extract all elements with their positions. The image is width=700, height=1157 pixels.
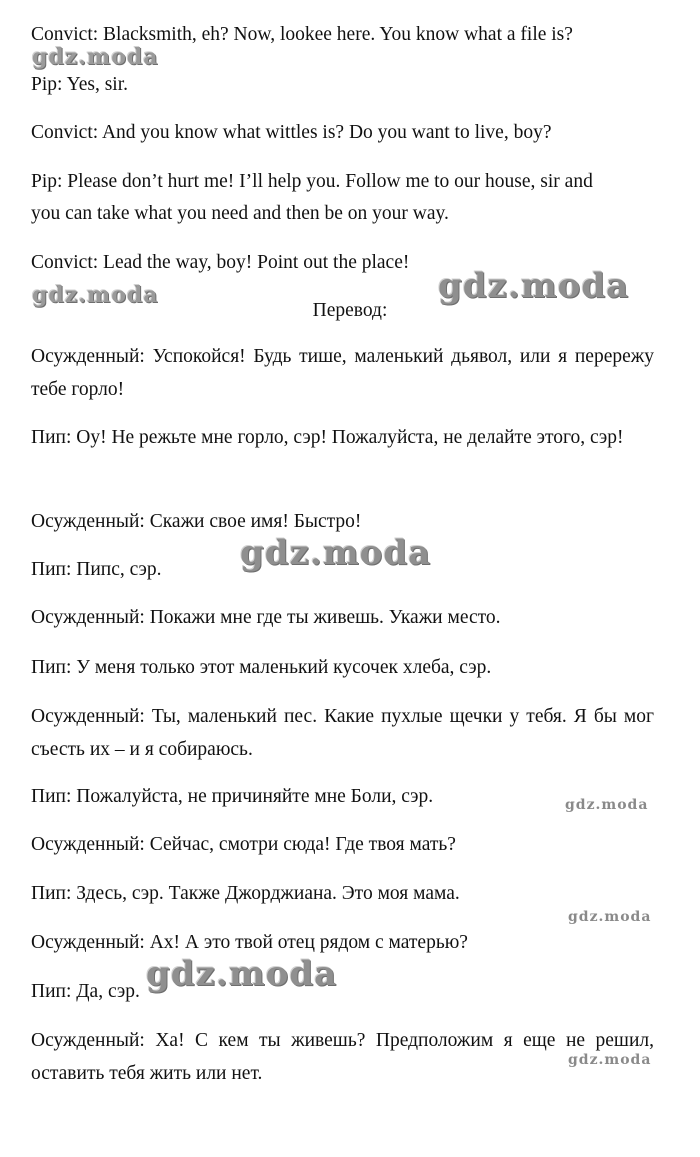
- watermark-logo: gdz.moda: [568, 1052, 652, 1068]
- russian-paragraph-7: Осужденный: Ты, маленький пес. Какие пухлые щечки у тебя. Я бы мог съесть их – и я собираюсь.: [31, 706, 654, 760]
- watermark-logo: gdz.moda: [32, 282, 159, 308]
- russian-paragraph-10: Пип: Здесь, сэр. Также Джорджиана. Это моя мама.: [31, 883, 460, 904]
- russian-paragraph-5: Осужденный: Покажи мне где ты живешь. Укажи место.: [31, 607, 501, 628]
- watermark-logo: gdz.moda: [438, 266, 630, 306]
- russian-paragraph-8: Пип: Пожалуйста, не причиняйте мне Боли, сэр.: [31, 786, 434, 807]
- watermark-logo: gdz.moda: [32, 44, 159, 70]
- russian-paragraph-2: Пип: Оу! Не режьте мне горло, сэр! Пожалуйста, не делайте этого, сэр!: [31, 427, 624, 448]
- translation-heading: Перевод:: [312, 300, 388, 321]
- watermark-logo: gdz.moda: [240, 533, 432, 573]
- russian-paragraph-13: Осужденный: Ха! С кем ты живешь? Предположим я еще не решил, оставить тебя жить или нет.: [31, 1030, 654, 1084]
- russian-paragraph-4: Пип: Пипс, сэр.: [31, 559, 162, 580]
- watermark-logo: gdz.moda: [568, 909, 652, 925]
- english-line-3: Convict: And you know what wittles is? Do you want to live, boy?: [31, 122, 552, 143]
- russian-paragraph-1: Осужденный: Успокойся! Будь тише, маленький дьявол, или я перережу тебе горло!: [31, 346, 654, 400]
- english-line-5: you can take what you need and then be on your way.: [31, 203, 449, 224]
- watermark-logo: gdz.moda: [146, 954, 338, 994]
- russian-paragraph-6: Пип: У меня только этот маленький кусочек хлеба, сэр.: [31, 657, 492, 678]
- english-line-4: Pip: Please don’t hurt me! I’ll help you. Follow me to our house, sir and: [31, 171, 593, 192]
- russian-paragraph-12: Пип: Да, сэр.: [31, 981, 140, 1002]
- english-line-6: Convict: Lead the way, boy! Point out the place!: [31, 252, 410, 273]
- watermark-logo: gdz.moda: [565, 797, 649, 813]
- russian-paragraph-9: Осужденный: Сейчас, смотри сюда! Где твоя мать?: [31, 834, 456, 855]
- russian-paragraph-3: Осужденный: Скажи свое имя! Быстро!: [31, 511, 362, 532]
- russian-paragraph-11: Осужденный: Ах! А это твой отец рядом с матерью?: [31, 932, 468, 953]
- english-line-1: Convict: Blacksmith, eh? Now, lookee here. You know what a file is?: [31, 24, 573, 45]
- english-line-2: Pip: Yes, sir.: [31, 74, 129, 95]
